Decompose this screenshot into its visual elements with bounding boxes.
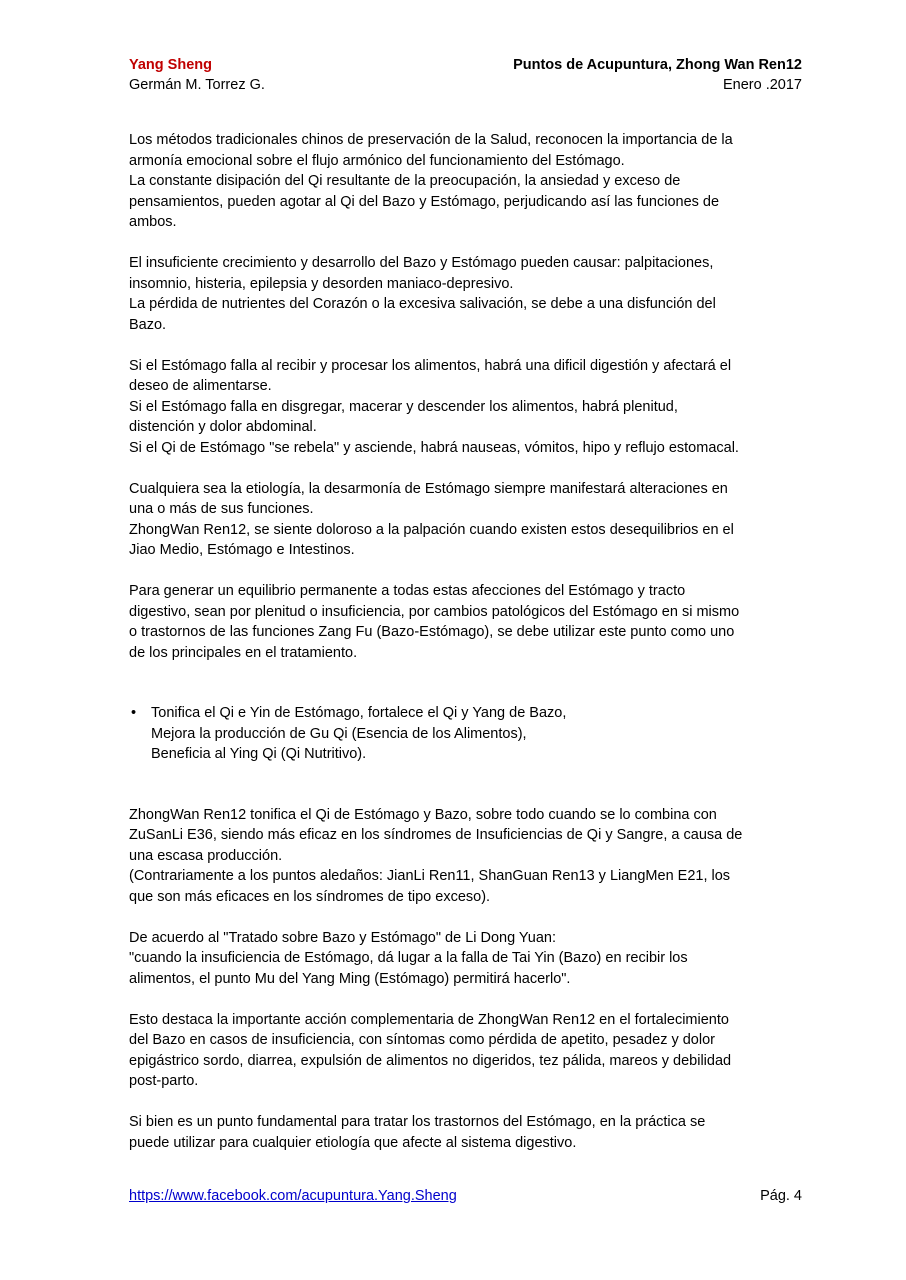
text-line: ZhongWan Ren12, se siente doloroso a la palpación cuando existen estos desequilibrios en el bbox=[129, 521, 734, 538]
text-line: epigástrico sordo, diarrea, expulsión de alimentos no digeridos, tez pálida, mareos y debilidad bbox=[129, 1052, 732, 1069]
paragraph-emotional-harmony bbox=[129, 130, 779, 233]
text-line: del Bazo en casos de insuficiencia, con síntomas como pérdida de apetito, pesadez y dolor bbox=[129, 1032, 715, 1048]
header-author: Germán M. Torrez G. bbox=[129, 77, 265, 93]
text-line: Jiao Medio, Estómago e Intestinos. bbox=[129, 542, 355, 558]
text-line: Cualquiera sea la etiología, la desarmonía de Estómago siempre manifestará alteraciones en bbox=[129, 480, 728, 497]
paragraph-insufficient-growth bbox=[129, 253, 779, 335]
text-line: deseo de alimentarse. bbox=[129, 378, 272, 394]
text-line: Si el Qi de Estómago "se rebela" y asciende, habrá nauseas, vómitos, hipo y reflujo estomacal. bbox=[129, 439, 739, 456]
page-header bbox=[129, 55, 802, 95]
text-line: puede utilizar para cualquier etiología que afecte al sistema digestivo. bbox=[129, 1134, 577, 1151]
text-line: ZhongWan Ren12 tonifica el Qi de Estómago y Bazo, sobre todo cuando se lo combina con bbox=[129, 806, 717, 823]
functions-list bbox=[129, 703, 779, 765]
text-line: una o más de sus funciones. bbox=[129, 501, 314, 517]
page-footer bbox=[129, 1186, 802, 1206]
text-line: De acuerdo al "Tratado sobre Bazo y Estómago" de Li Dong Yuan: bbox=[129, 929, 557, 946]
text-line: insomnio, histeria, epilepsia y desorden maniaco-depresivo. bbox=[129, 275, 514, 292]
text-line: distención y dolor abdominal. bbox=[129, 419, 317, 435]
text-line: una escasa producción. bbox=[129, 847, 283, 864]
text-line: La pérdida de nutrientes del Corazón o la excesiva salivación, se debe a una disfunción del bbox=[129, 296, 716, 312]
paragraph-tonification bbox=[129, 805, 779, 908]
text-line: Bazo. bbox=[129, 316, 167, 333]
spacer bbox=[129, 765, 779, 805]
text-line: (Contrariamente a los puntos aledaños: JianLi Ren11, ShanGuan Ren13 y LiangMen E21, los bbox=[129, 868, 731, 884]
paragraph-complementary-action bbox=[129, 1010, 779, 1092]
facebook-link[interactable]: https://www.facebook.com/acupuntura.Yang.Sheng bbox=[129, 1188, 457, 1204]
header-title: Puntos de Acupuntura, Zhong Wan Ren12 bbox=[513, 57, 802, 73]
text-line: Si el Estómago falla en disgregar, macerar y descender los alimentos, habrá plenitud, bbox=[129, 398, 678, 415]
text-line: Esto destaca la importante acción complementaria de ZhongWan Ren12 en el fortalecimiento bbox=[129, 1011, 729, 1028]
text-line: ambos. bbox=[129, 214, 177, 230]
text-line: ZuSanLi E36, siendo más eficaz en los síndromes de Insuficiencias de Qi y Sangre, a causa de bbox=[129, 827, 743, 843]
paragraph-fundamental-point bbox=[129, 1112, 779, 1153]
paragraph-stomach-failure bbox=[129, 356, 779, 459]
text-line: Mejora la producción de Gu Qi (Esencia de los Alimentos), bbox=[151, 725, 527, 742]
header-date: Enero .2017 bbox=[722, 77, 802, 93]
text-line: "cuando la insuficiencia de Estómago, dá lugar a la falla de Tai Yin (Bazo) en recibir los bbox=[129, 950, 688, 966]
text-line: Los métodos tradicionales chinos de preservación de la Salud, reconocen la importancia de la bbox=[129, 132, 733, 148]
paragraph-equilibrium bbox=[129, 581, 779, 663]
body-text bbox=[129, 130, 779, 1174]
text-line: El insuficiente crecimiento y desarrollo del Bazo y Estómago pueden causar: palpitaciones, bbox=[129, 255, 714, 271]
text-line: Tonifica el Qi e Yin de Estómago, fortalece el Qi y Yang de Bazo, bbox=[151, 705, 567, 721]
text-line: que son más eficaces en los síndromes de tipo exceso). bbox=[129, 888, 491, 905]
text-line: armonía emocional sobre el flujo armónico del funcionamiento del Estómago. bbox=[129, 152, 625, 169]
text-line: post-parto. bbox=[129, 1073, 199, 1089]
list-item bbox=[129, 703, 779, 765]
text-line: o trastornos de las funciones Zang Fu (Bazo-Estómago), se debe utilizar este punto como uno bbox=[129, 624, 735, 640]
paragraph-treatise-quote bbox=[129, 928, 779, 990]
text-line: Para generar un equilibrio permanente a todas estas afecciones del Estómago y tracto bbox=[129, 583, 686, 599]
text-line: La constante disipación del Qi resultante de la preocupación, la ansiedad y exceso de bbox=[129, 173, 681, 189]
text-line: Si el Estómago falla al recibir y procesar los alimentos, habrá una dificil digestión y afectará el bbox=[129, 357, 732, 374]
text-line: alimentos, el punto Mu del Yang Ming (Estómago) permitirá hacerlo". bbox=[129, 970, 571, 987]
text-line: de los principales en el tratamiento. bbox=[129, 644, 358, 661]
text-line: pensamientos, pueden agotar al Qi del Bazo y Estómago, perjudicando así las funciones de bbox=[129, 193, 720, 210]
paragraph-etiology bbox=[129, 479, 779, 561]
bullet-icon: • bbox=[131, 705, 137, 721]
header-brand: Yang Sheng bbox=[129, 57, 212, 73]
text-line: digestivo, sean por plenitud o insuficiencia, por cambios patológicos del Estómago en si mismo bbox=[129, 603, 740, 620]
page-number: Pág. 4 bbox=[760, 1188, 802, 1204]
text-line: Beneficia al Ying Qi (Qi Nutritivo). bbox=[151, 746, 367, 762]
text-line: Si bien es un punto fundamental para tratar los trastornos del Estómago, en la práctica se bbox=[129, 1114, 706, 1130]
